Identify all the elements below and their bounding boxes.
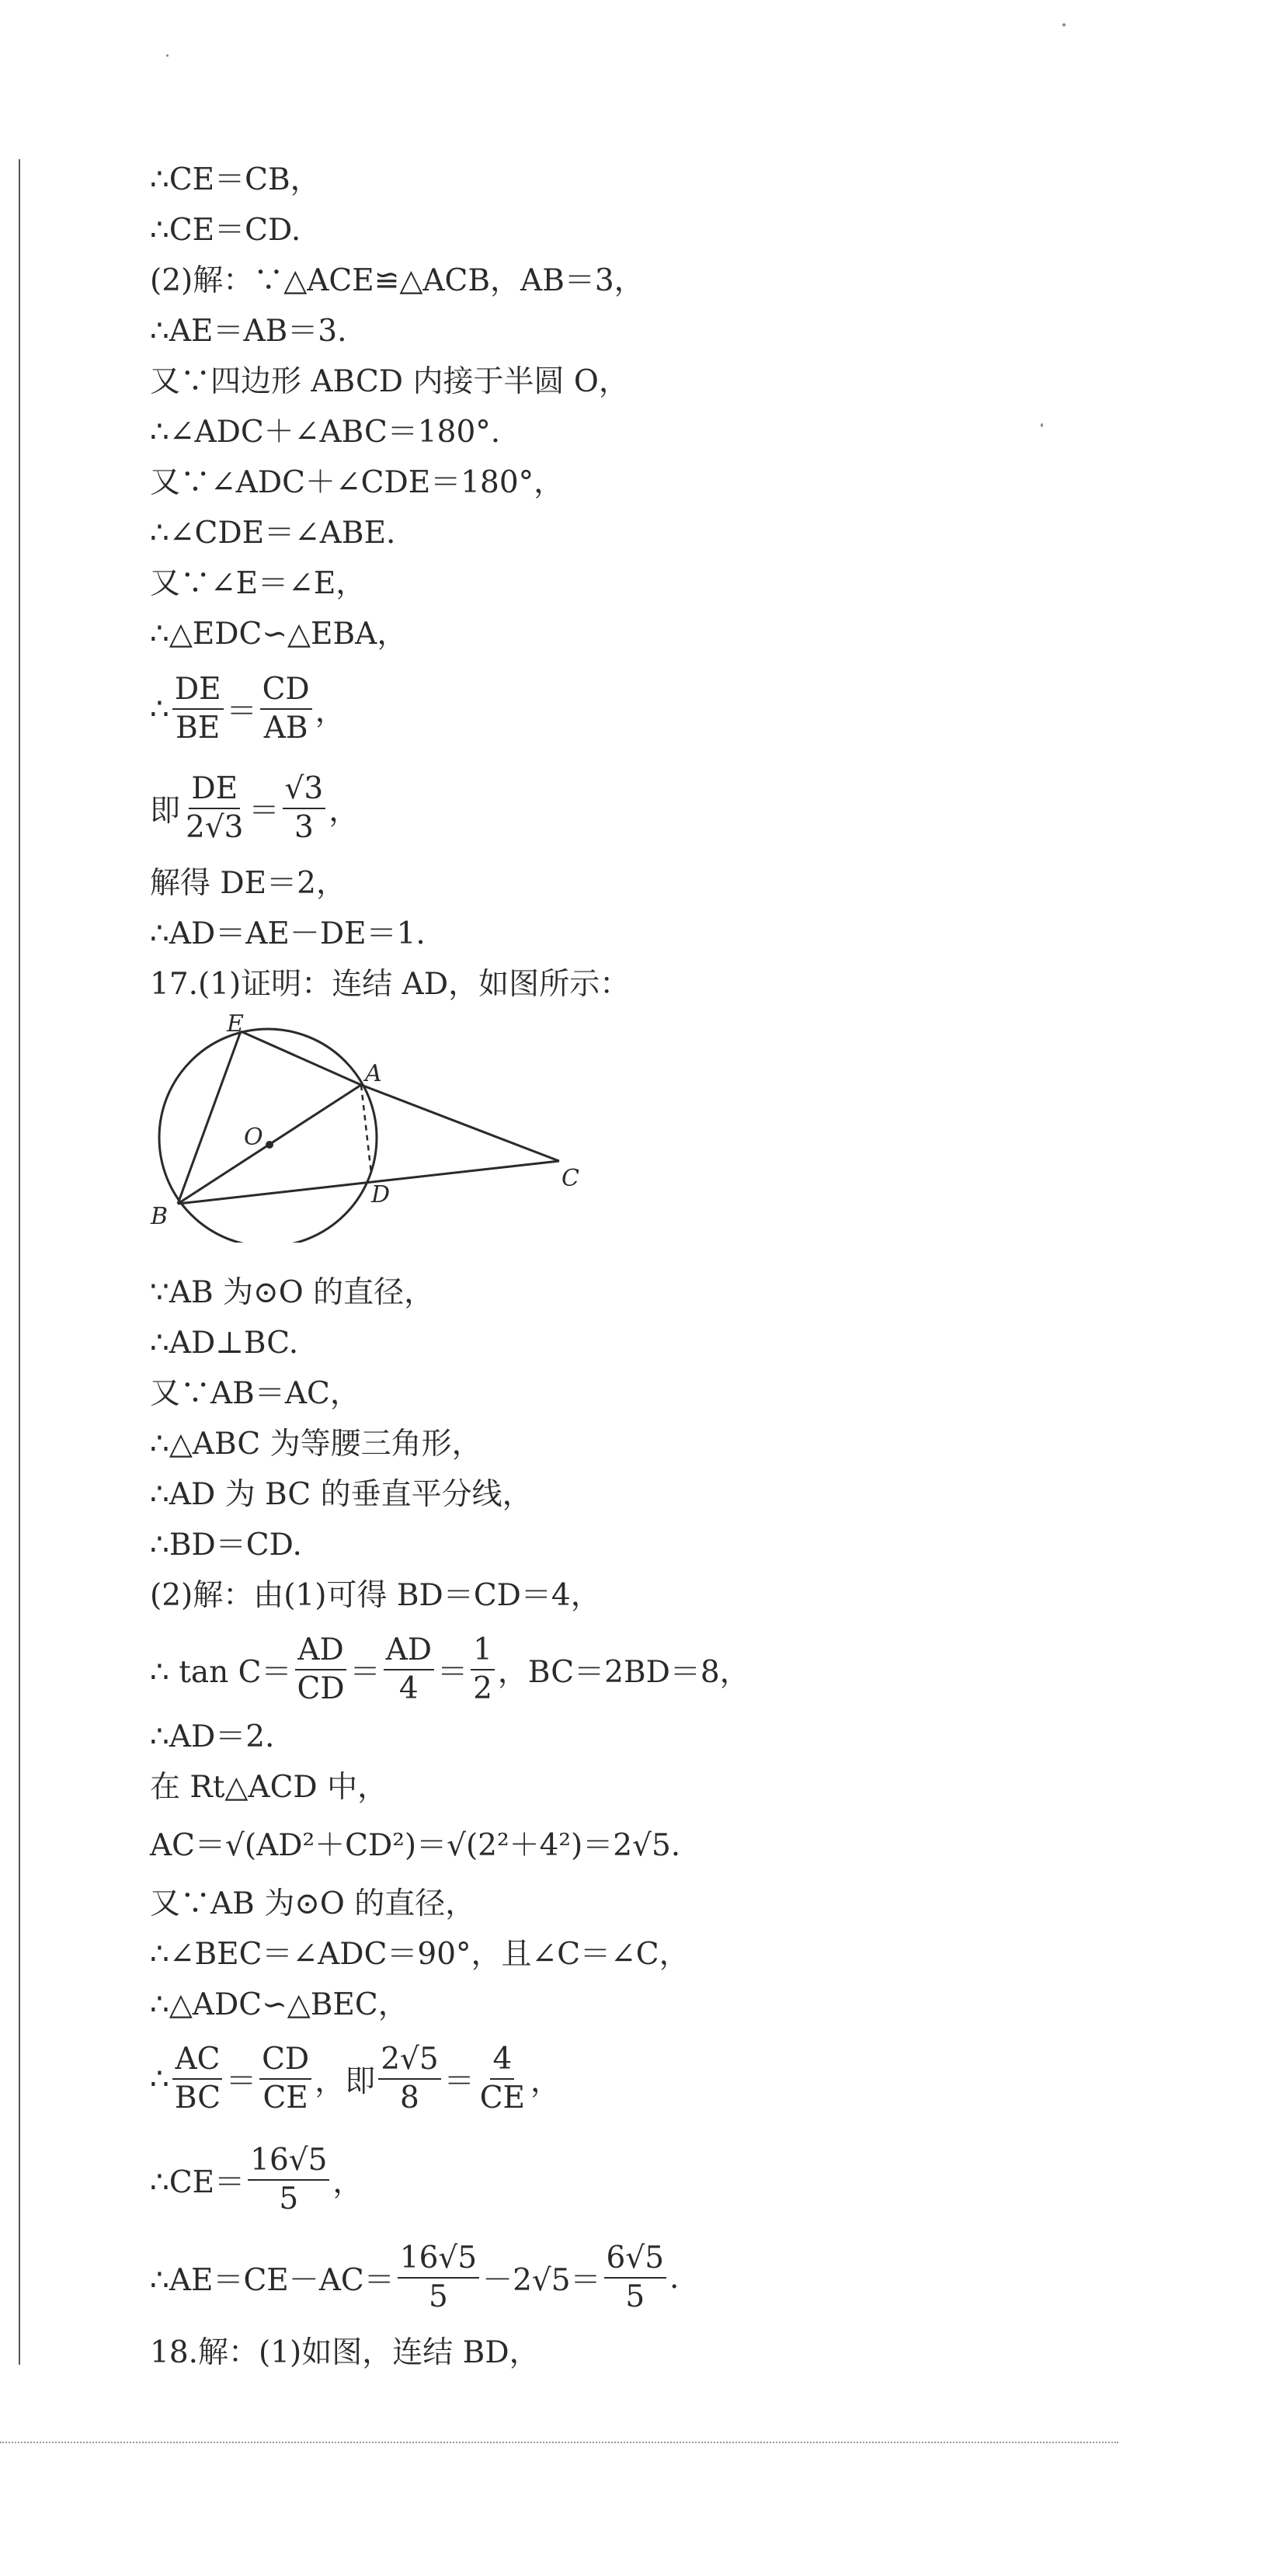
text-line: 又∵∠E＝∠E， — [150, 566, 367, 601]
text-line: ∴∠BEC＝∠ADC＝90°，且∠C＝∠C， — [150, 1937, 690, 1972]
scan-speck — [166, 54, 169, 57]
text-line: ∴AD⊥BC. — [150, 1326, 299, 1361]
text-line: 18.解：(1)如图，连结 BD， — [150, 2335, 540, 2370]
left-margin-line — [19, 159, 20, 2365]
fraction — [295, 1633, 347, 1706]
fraction-denominator: 5 — [279, 2181, 299, 2216]
fraction-numerator: AC — [172, 2042, 222, 2080]
fraction-denominator: 5 — [625, 2279, 645, 2314]
fraction — [384, 1633, 434, 1706]
fraction-denominator: BE — [176, 711, 221, 746]
text-line: ∴CE＝CD. — [150, 213, 301, 248]
text-line: ∴∠ADC＋∠ABC＝180°. — [150, 415, 501, 450]
text-prefix: ∴CE＝ — [150, 2165, 245, 2200]
fraction-numerator: 2√5 — [378, 2042, 440, 2080]
text-line: 又∵AB 为⊙O 的直径， — [150, 1886, 476, 1921]
ratio-line-2 — [150, 766, 359, 851]
fraction — [248, 2143, 329, 2216]
text-line: 又∵∠ADC＋∠CDE＝180°， — [150, 465, 565, 500]
text-line: 17.(1)证明：连结 AD，如图所示： — [150, 967, 631, 1002]
circle-o — [159, 1029, 377, 1243]
text-line: ∴∠CDE＝∠ABE. — [150, 516, 396, 551]
fraction-numerator: 1 — [471, 1633, 495, 1670]
equals-sign: ＝ — [226, 2064, 257, 2099]
text-line: 又∵AB＝AC， — [150, 1376, 360, 1411]
fraction-numerator: CD — [259, 2042, 311, 2080]
fraction — [172, 2042, 223, 2115]
equals-sign: ＝ — [226, 694, 257, 729]
text-suffix: ， — [530, 2064, 561, 2099]
fraction — [378, 2042, 440, 2115]
fraction — [398, 2241, 479, 2314]
text-line: ∴AE＝AB＝3. — [150, 314, 347, 349]
fraction-denominator: 4 — [398, 1671, 419, 1706]
text-line: ∴△ABC 为等腰三角形， — [150, 1427, 482, 1462]
text-line: (2)解：∵△ACE≌△ACB，AB＝3， — [150, 263, 645, 298]
fraction-numerator: AD — [384, 1633, 434, 1670]
equals-sign: ＝ — [437, 1655, 468, 1690]
footer-dotted-divider — [0, 2442, 1118, 2443]
fraction-numerator: 16√5 — [248, 2143, 329, 2181]
circle-geometry-diagram — [140, 1010, 606, 1243]
text-line: AC＝√(AD²＋CD²)＝√(2²＋4²)＝2√5. — [150, 1828, 681, 1863]
label-b: B — [151, 1203, 169, 1230]
text-line: ∴△EDC∽△EBA， — [150, 617, 408, 652]
text-prefix: ∴ — [150, 691, 169, 727]
center-point-o — [266, 1141, 273, 1149]
fraction-numerator: √3 — [283, 772, 326, 809]
text-mid: ，即 — [315, 2064, 376, 2099]
ce-value-line — [150, 2137, 363, 2223]
equals-sign: ＝ — [249, 794, 280, 829]
fraction-denominator: 8 — [400, 2081, 419, 2115]
text-prefix: ∴ tan C＝ — [150, 1655, 292, 1690]
text-line: 又∵四边形 ABCD 内接于半圆 O， — [150, 364, 629, 399]
label-o: O — [244, 1124, 263, 1151]
fraction-denominator: 5 — [429, 2279, 448, 2314]
fraction — [471, 1633, 495, 1706]
label-c: C — [561, 1165, 579, 1192]
fraction — [172, 673, 224, 746]
text-suffix: ， — [329, 794, 360, 829]
text-suffix: . — [669, 2260, 680, 2296]
ae-value-line — [150, 2235, 679, 2320]
text-prefix: ∴ — [150, 2061, 169, 2097]
text-line: ∴AD 为 BC 的垂直平分线， — [150, 1477, 533, 1512]
text-suffix: ，BC＝2BD＝8， — [497, 1655, 750, 1690]
segment-be — [178, 1031, 241, 1204]
fraction-denominator: AB — [263, 711, 308, 746]
text-suffix: ， — [315, 694, 346, 729]
fraction-denominator: CE — [262, 2081, 308, 2115]
tan-line — [150, 1627, 750, 1712]
fraction — [283, 772, 326, 845]
fraction-denominator: 2√3 — [186, 810, 244, 845]
fraction — [259, 2042, 311, 2115]
scan-speck — [1041, 423, 1043, 427]
fraction-denominator: BC — [174, 2081, 221, 2115]
fraction-numerator: DE — [189, 772, 240, 809]
fraction — [478, 2042, 527, 2115]
text-prefix: 即 — [150, 794, 181, 829]
ratio-line-1 — [150, 666, 346, 752]
fraction-numerator: AD — [295, 1633, 346, 1670]
text-line: ∴△ADC∽△BEC， — [150, 1987, 409, 2022]
fraction-numerator: 6√5 — [604, 2241, 666, 2279]
fraction-denominator: CD — [297, 1671, 345, 1706]
text-mid: －2√5＝ — [482, 2263, 601, 2298]
text-line: ∴AD＝AE－DE＝1. — [150, 916, 426, 951]
fraction — [183, 772, 245, 845]
text-prefix: ∴AE＝CE－AC＝ — [150, 2263, 395, 2298]
fraction — [604, 2241, 666, 2314]
text-line: ∴BD＝CD. — [150, 1528, 302, 1563]
fraction-denominator: 3 — [294, 810, 314, 845]
fraction-denominator: CE — [479, 2081, 526, 2115]
text-line: 在 Rt△ACD 中， — [150, 1770, 388, 1805]
fraction-numerator: CD — [260, 673, 312, 710]
fraction — [260, 673, 312, 746]
text-line: ∴AD＝2. — [150, 1719, 275, 1754]
text-line: ∴CE＝CB， — [150, 162, 321, 197]
label-a: A — [365, 1060, 382, 1087]
scan-speck — [1062, 23, 1066, 26]
equals-sign: ＝ — [443, 2064, 475, 2099]
segment-ac — [361, 1085, 559, 1161]
label-d: D — [371, 1181, 391, 1208]
fraction-denominator: 2 — [473, 1671, 492, 1706]
fraction-numerator: 16√5 — [398, 2241, 479, 2279]
text-line: (2)解：由(1)可得 BD＝CD＝4， — [150, 1578, 601, 1613]
ratio-line-3 — [150, 2036, 561, 2122]
equals-sign: ＝ — [349, 1655, 381, 1690]
fraction-numerator: 4 — [490, 2042, 514, 2080]
text-line: 解得 DE＝2， — [150, 866, 346, 901]
label-e: E — [227, 1010, 244, 1038]
fraction-numerator: DE — [172, 673, 224, 710]
text-suffix: ， — [332, 2165, 363, 2200]
text-line: ∵AB 为⊙O 的直径， — [150, 1275, 435, 1310]
